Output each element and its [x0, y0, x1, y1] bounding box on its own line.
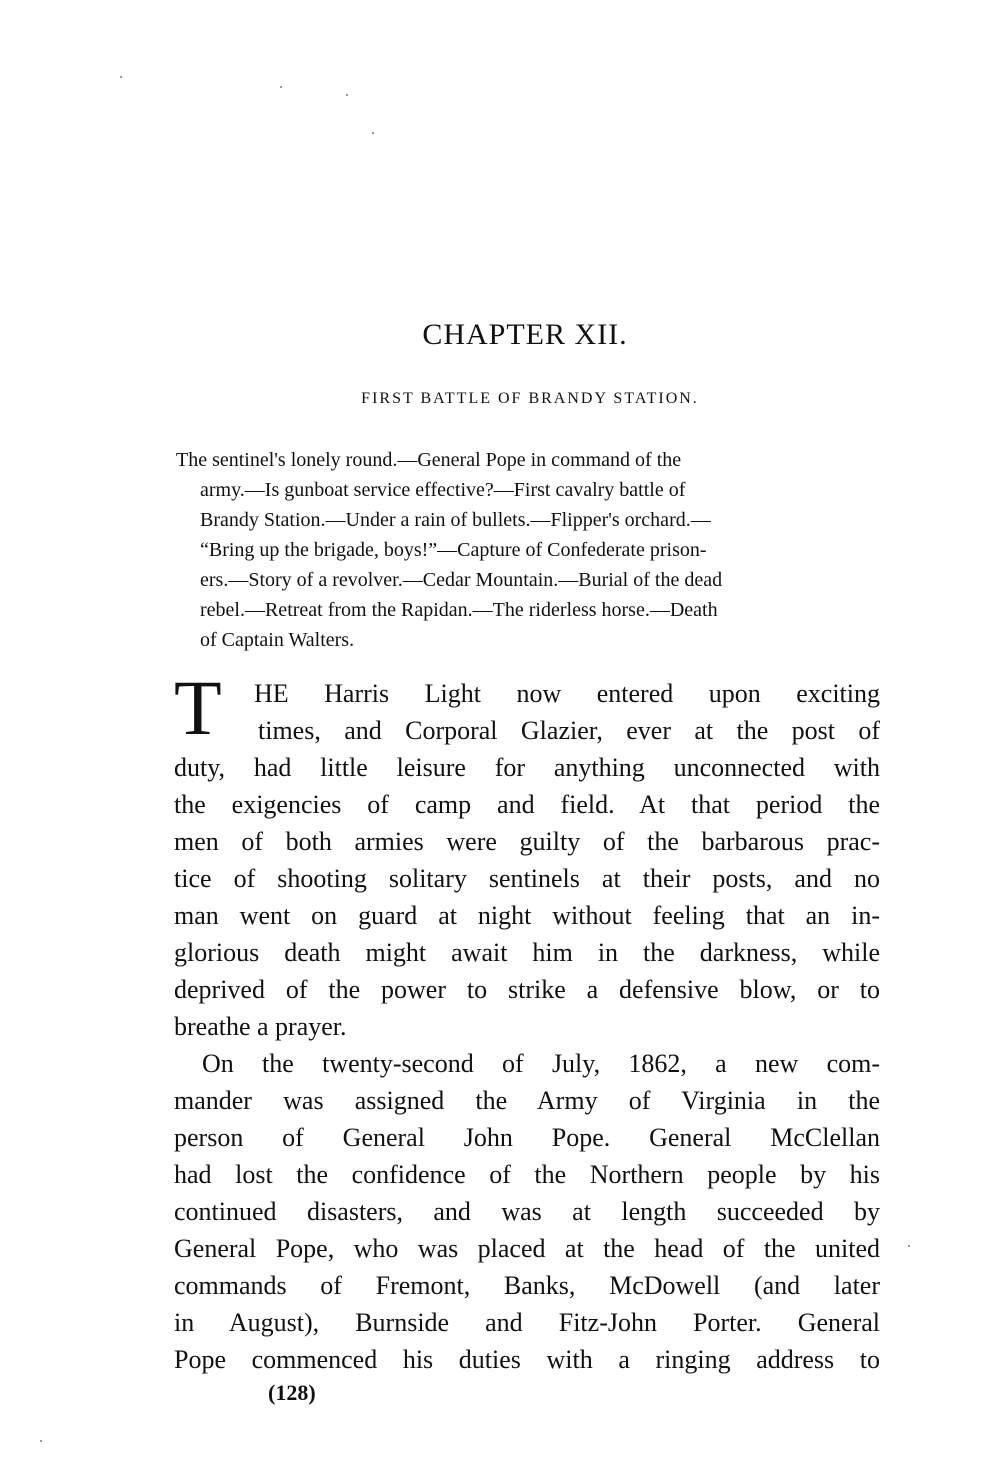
text-line: Pope commenced his duties with a ringing address to: [174, 1345, 880, 1374]
synopsis-line: ers.—Story of a revolver.—Cedar Mountain.—Burial of the dead: [200, 569, 723, 591]
text-line: commands of Fremont, Banks, McDowell (and later: [174, 1271, 880, 1300]
text-line: had lost the confidence of the Northern people by his: [174, 1160, 880, 1189]
text-line: man went on guard at night without feeling that an in-: [174, 901, 880, 930]
text-line: glorious death might await him in the darkness, while: [174, 938, 880, 967]
text-line: men of both armies were guilty of the barbarous prac-: [174, 827, 880, 856]
scan-speck: [40, 1440, 42, 1442]
drop-cap: T: [174, 664, 222, 751]
scan-speck: [372, 132, 374, 134]
scan-speck: [120, 76, 122, 78]
text-line: HE Harris Light now entered upon exciting: [254, 679, 880, 708]
chapter-subtitle: FIRST BATTLE OF BRANDY STATION.: [361, 390, 699, 407]
synopsis-line: The sentinel's lonely round.—General Pope in command of the: [176, 449, 682, 471]
synopsis-line: army.—Is gunboat service effective?—First cavalry battle of: [200, 479, 686, 501]
chapter-title: CHAPTER XII.: [422, 318, 628, 351]
text-line: General Pope, who was placed at the head of the united: [174, 1234, 880, 1263]
text-line: the exigencies of camp and field. At that period the: [174, 790, 880, 819]
text-line: person of General John Pope. General McClellan: [174, 1123, 880, 1152]
page-number: (128): [268, 1380, 316, 1405]
body-text: [174, 664, 880, 1378]
synopsis-line: Brandy Station.—Under a rain of bullets.—Flipper's orchard.—: [200, 509, 711, 531]
synopsis-line: “Bring up the brigade, boys!”—Capture of Confederate prison-: [200, 539, 707, 561]
synopsis-line: of Captain Walters.: [200, 629, 355, 651]
scan-speck: [908, 1245, 910, 1247]
text-line: in August), Burnside and Fitz-John Porter. General: [174, 1308, 880, 1337]
chapter-synopsis: [176, 445, 876, 655]
synopsis-line: rebel.—Retreat from the Rapidan.—The riderless horse.—Death: [200, 599, 718, 621]
text-line: mander was assigned the Army of Virginia in the: [174, 1086, 880, 1115]
text-line: continued disasters, and was at length succeeded by: [174, 1197, 880, 1226]
text-line: times, and Corporal Glazier, ever at the post of: [258, 716, 880, 745]
text-line: deprived of the power to strike a defensive blow, or to: [174, 975, 880, 1004]
text-line: breathe a prayer.: [174, 1012, 347, 1041]
scan-speck: [280, 86, 282, 88]
text-line: duty, had little leisure for anything unconnected with: [174, 753, 880, 782]
text-line: tice of shooting solitary sentinels at their posts, and no: [174, 864, 880, 893]
scan-speck: [346, 94, 348, 96]
text-line: On the twenty-second of July, 1862, a new com-: [202, 1049, 880, 1078]
